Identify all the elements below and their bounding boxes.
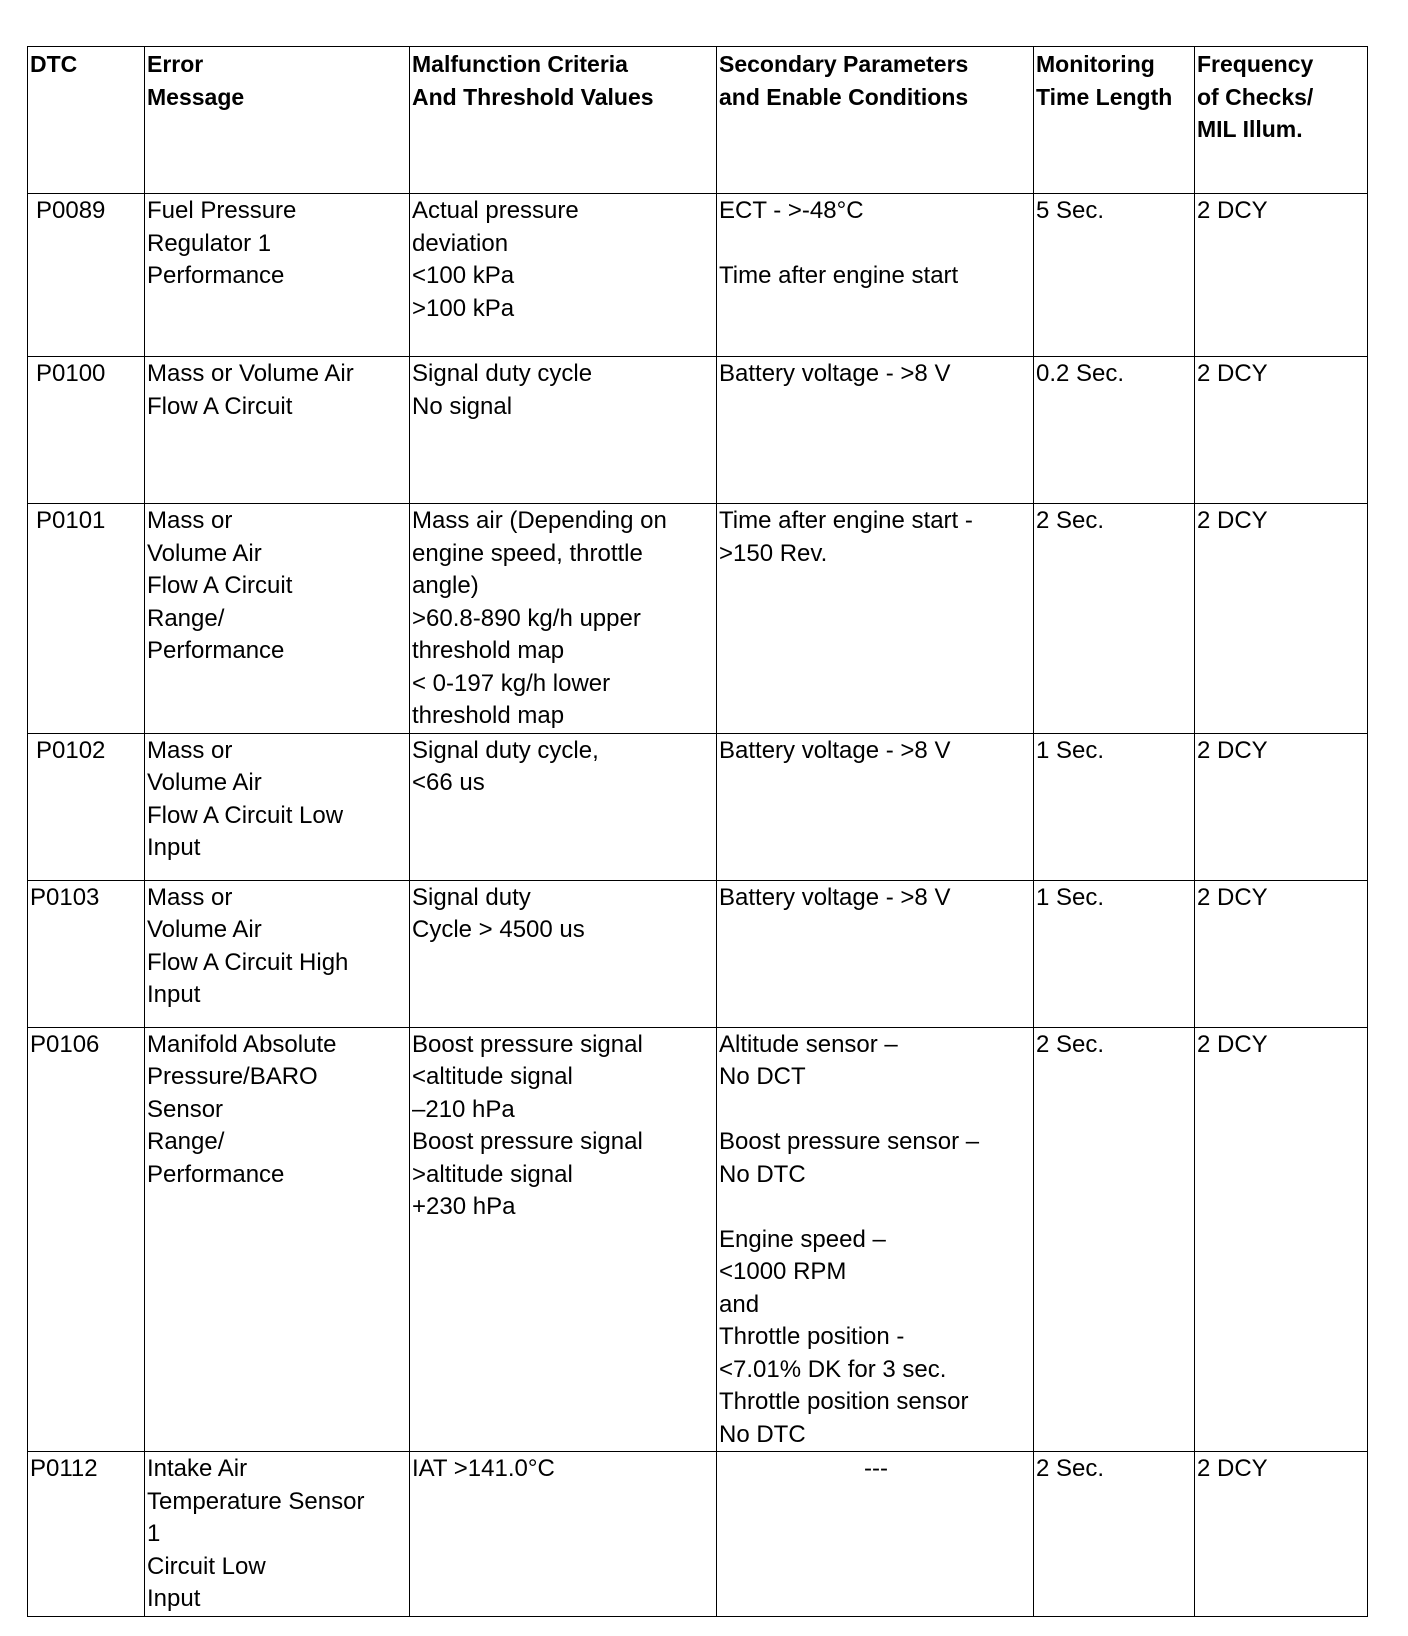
- malfunction-criteria: Signal duty Cycle > 4500 us: [410, 880, 717, 1027]
- header-malfunction-criteria: Malfunction Criteria And Threshold Values: [410, 47, 717, 194]
- error-message: Manifold Absolute Pressure/BARO Sensor Range/ Performance: [145, 1027, 410, 1452]
- malfunction-criteria: Boost pressure signal <altitude signal –210 hPa Boost pressure signal >altitude signal +230 hPa: [410, 1027, 717, 1452]
- header-frequency: Frequency of Checks/ MIL Illum.: [1195, 47, 1368, 194]
- monitoring-time: 1 Sec.: [1034, 733, 1195, 880]
- dtc-code: P0112: [28, 1452, 145, 1617]
- header-row: [28, 47, 1368, 194]
- monitoring-time: 1 Sec.: [1034, 880, 1195, 1027]
- monitoring-time: 5 Sec.: [1034, 194, 1195, 357]
- table-row: [28, 194, 1368, 357]
- secondary-parameters: ---: [717, 1452, 1034, 1617]
- frequency: 2 DCY: [1195, 880, 1368, 1027]
- table-row: [28, 357, 1368, 504]
- dtc-table: [27, 46, 1368, 1617]
- frequency: 2 DCY: [1195, 1452, 1368, 1617]
- header-secondary-parameters: Secondary Parameters and Enable Conditions: [717, 47, 1034, 194]
- monitoring-time: 2 Sec.: [1034, 1027, 1195, 1452]
- dtc-code: P0101: [28, 504, 145, 734]
- secondary-parameters: Battery voltage - >8 V: [717, 880, 1034, 1027]
- secondary-parameters: Battery voltage - >8 V: [717, 357, 1034, 504]
- dtc-code: P0102: [28, 733, 145, 880]
- table-row: [28, 733, 1368, 880]
- frequency: 2 DCY: [1195, 1027, 1368, 1452]
- error-message: Mass or Volume Air Flow A Circuit: [145, 357, 410, 504]
- error-message: Fuel Pressure Regulator 1 Performance: [145, 194, 410, 357]
- error-message: Intake Air Temperature Sensor 1 Circuit Low Input: [145, 1452, 410, 1617]
- malfunction-criteria: Signal duty cycle No signal: [410, 357, 717, 504]
- dtc-code: P0089: [28, 194, 145, 357]
- table-row: [28, 1452, 1368, 1617]
- error-message: Mass or Volume Air Flow A Circuit High Input: [145, 880, 410, 1027]
- malfunction-criteria: Signal duty cycle, <66 us: [410, 733, 717, 880]
- secondary-parameters: Time after engine start - >150 Rev.: [717, 504, 1034, 734]
- header-dtc: DTC: [28, 47, 145, 194]
- malfunction-criteria: Mass air (Depending on engine speed, throttle angle) >60.8-890 kg/h upper threshold map < 0-197 kg/h lower threshold map: [410, 504, 717, 734]
- error-message: Mass or Volume Air Flow A Circuit Low Input: [145, 733, 410, 880]
- table-row: [28, 880, 1368, 1027]
- dtc-code: P0103: [28, 880, 145, 1027]
- dtc-code: P0100: [28, 357, 145, 504]
- table-row: [28, 504, 1368, 734]
- malfunction-criteria: Actual pressure deviation <100 kPa >100 kPa: [410, 194, 717, 357]
- secondary-parameters: ECT - >-48°C Time after engine start: [717, 194, 1034, 357]
- monitoring-time: 0.2 Sec.: [1034, 357, 1195, 504]
- frequency: 2 DCY: [1195, 357, 1368, 504]
- secondary-parameters: Battery voltage - >8 V: [717, 733, 1034, 880]
- dtc-code: P0106: [28, 1027, 145, 1452]
- frequency: 2 DCY: [1195, 733, 1368, 880]
- secondary-parameters: Altitude sensor – No DCT Boost pressure sensor – No DTC Engine speed – <1000 RPM and Throttle position - <7.01% DK for 3 sec. Throttle position sensor No DTC: [717, 1027, 1034, 1452]
- frequency: 2 DCY: [1195, 194, 1368, 357]
- header-monitoring-time: Monitoring Time Length: [1034, 47, 1195, 194]
- malfunction-criteria: IAT >141.0°C: [410, 1452, 717, 1617]
- frequency: 2 DCY: [1195, 504, 1368, 734]
- error-message: Mass or Volume Air Flow A Circuit Range/ Performance: [145, 504, 410, 734]
- table-row: [28, 1027, 1368, 1452]
- monitoring-time: 2 Sec.: [1034, 504, 1195, 734]
- header-error-message: Error Message: [145, 47, 410, 194]
- monitoring-time: 2 Sec.: [1034, 1452, 1195, 1617]
